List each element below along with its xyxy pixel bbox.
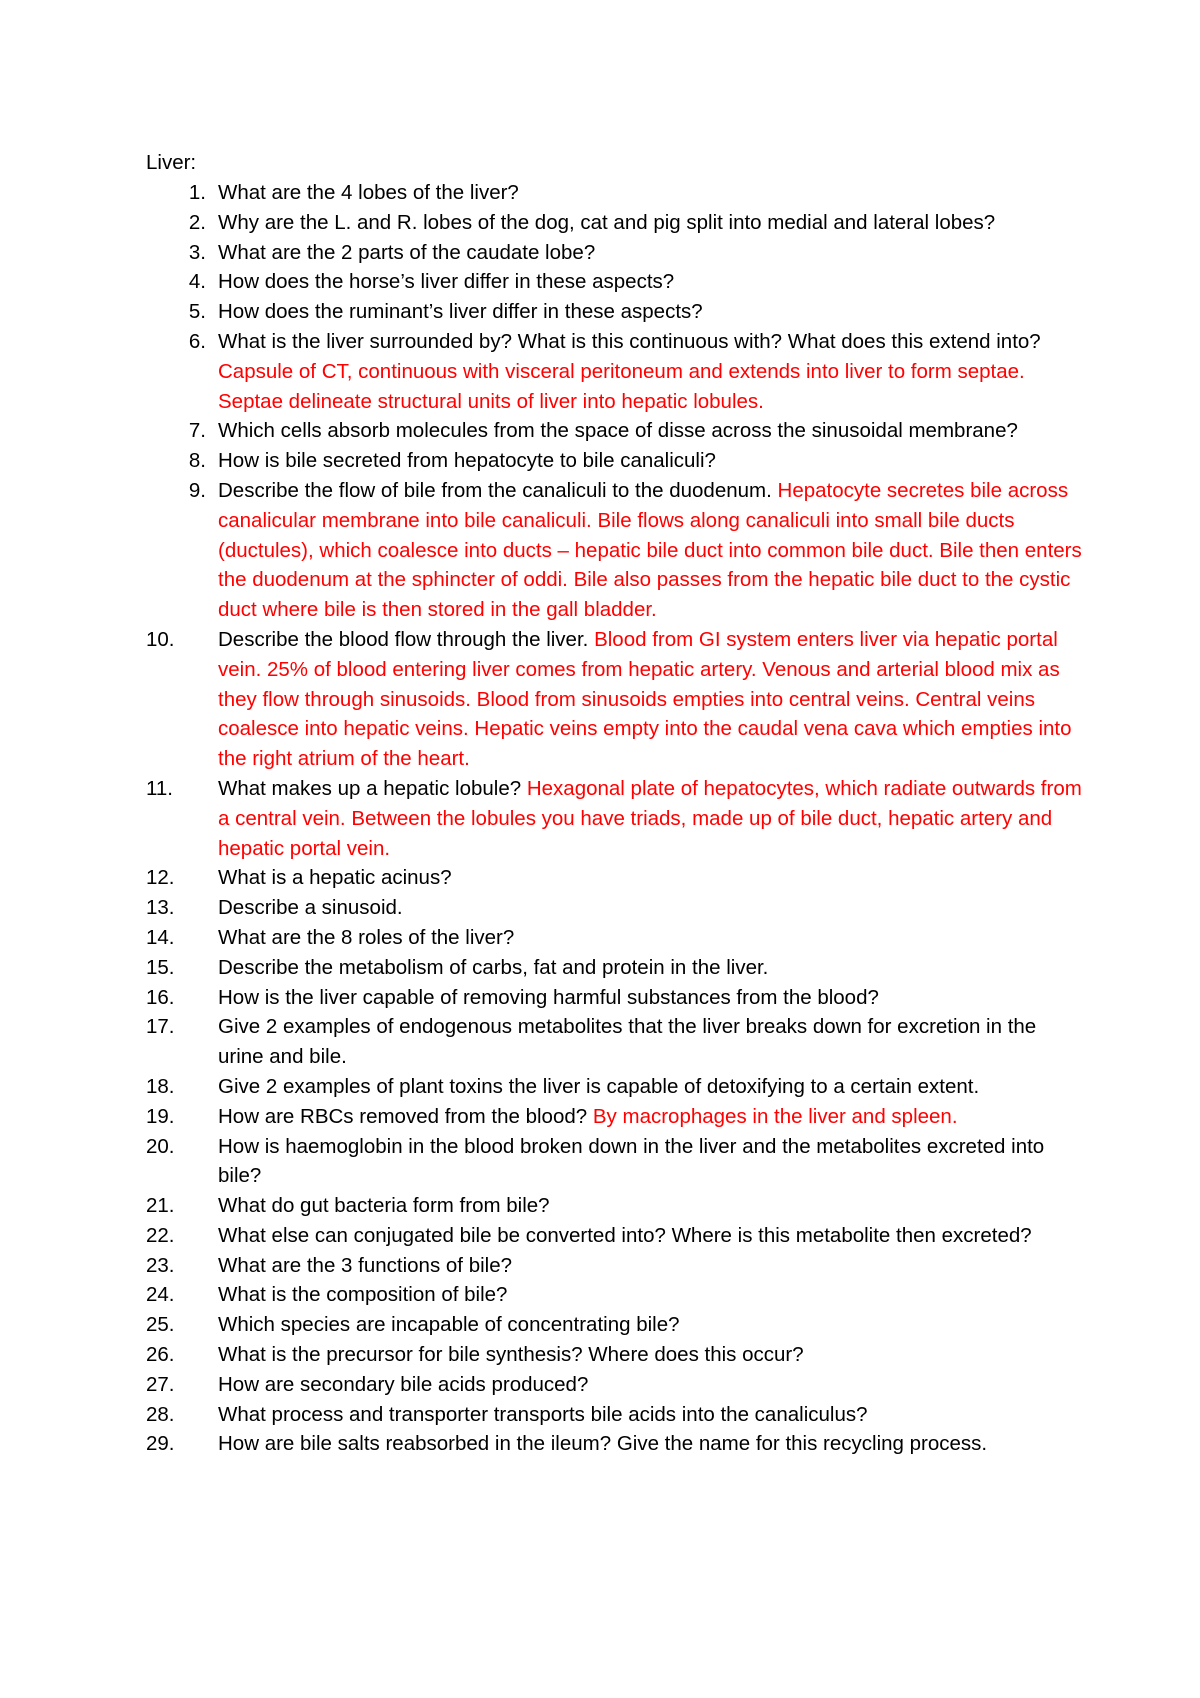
question-text: What are the 8 roles of the liver? bbox=[218, 925, 515, 949]
question-list bbox=[146, 178, 1086, 1459]
question-item bbox=[146, 476, 1086, 625]
question-number: 6. bbox=[188, 329, 206, 353]
question-item bbox=[146, 983, 1086, 1013]
question-item bbox=[146, 953, 1086, 983]
question-number: 8. bbox=[188, 449, 206, 473]
question-text: How does the ruminant’s liver differ in these aspects? bbox=[218, 300, 703, 324]
question-text: What are the 2 parts of the caudate lobe? bbox=[218, 240, 596, 264]
question-text: What is the composition of bile? bbox=[218, 1283, 508, 1307]
question-text: What are the 4 lobes of the liver? bbox=[218, 181, 519, 204]
question-item bbox=[146, 238, 1086, 268]
question-text: How are secondary bile acids produced? bbox=[218, 1372, 589, 1396]
question-item bbox=[146, 416, 1086, 446]
question-item bbox=[146, 178, 1086, 208]
question-item bbox=[146, 1072, 1086, 1102]
question-text: Describe the metabolism of carbs, fat and protein in the liver. bbox=[218, 955, 769, 979]
question-number: 18. bbox=[146, 1074, 175, 1098]
question-item bbox=[146, 774, 1086, 863]
question-number: 9. bbox=[188, 478, 206, 502]
question-text: Describe the flow of bile from the canaliculi to the duodenum. bbox=[218, 478, 772, 502]
question-text: How is haemoglobin in the blood broken down in the liver and the metabolites excreted into bile? bbox=[218, 1134, 1045, 1188]
question-number: 3. bbox=[188, 240, 206, 264]
question-text: Which species are incapable of concentrating bile? bbox=[218, 1313, 680, 1337]
question-item bbox=[146, 923, 1086, 953]
question-item bbox=[146, 1370, 1086, 1400]
question-item bbox=[146, 893, 1086, 923]
question-text: Describe a sinusoid. bbox=[218, 896, 403, 920]
question-number: 24. bbox=[146, 1283, 175, 1307]
question-text: How are RBCs removed from the blood? bbox=[218, 1104, 588, 1128]
question-text: Give 2 examples of endogenous metabolites that the liver breaks down for excretion in the urine and bile. bbox=[218, 1015, 1037, 1069]
question-number: 22. bbox=[146, 1223, 175, 1247]
answer-text: Hexagonal plate of hepatocytes, which radiate outwards from a central vein. Between the lobules you have triads, made up of bile duct, hepatic artery and hepatic portal vein. bbox=[218, 776, 1082, 860]
question-item bbox=[146, 267, 1086, 297]
question-text: How are bile salts reabsorbed in the ileum? Give the name for this recycling process. bbox=[218, 1432, 988, 1456]
question-item bbox=[146, 1102, 1086, 1132]
question-item bbox=[146, 1429, 1086, 1459]
question-text: Describe the blood flow through the liver. bbox=[218, 627, 589, 651]
question-number: 25. bbox=[146, 1313, 175, 1337]
question-number: 28. bbox=[146, 1402, 175, 1426]
question-number: 21. bbox=[146, 1194, 175, 1218]
question-number: 5. bbox=[188, 300, 206, 324]
document-title: Liver: bbox=[146, 151, 197, 174]
question-number: 11. bbox=[146, 776, 173, 800]
question-number: 12. bbox=[146, 866, 175, 890]
question-text: How does the horse’s liver differ in these aspects? bbox=[218, 270, 675, 294]
question-text: What are the 3 functions of bile? bbox=[218, 1253, 513, 1277]
question-item bbox=[146, 1280, 1086, 1310]
answer-text: Hepatocyte secretes bile across canalicular membrane into bile canaliculi. Bile flows along canaliculi into small bile ducts (ductules), which coalesce into ducts – hepatic bile duct into common bile duct. Bile then enters the duodenum at the sphincter of oddi. Bile also passes from the hepatic bile duct to the cystic duct where bile is then stored in the gall bladder. bbox=[218, 478, 1082, 622]
question-item bbox=[146, 625, 1086, 774]
question-item bbox=[146, 1221, 1086, 1251]
answer-text: Capsule of CT, continuous with visceral peritoneum and extends into liver to form septae. Septae delineate structural units of liver into hepatic lobules. bbox=[218, 359, 1025, 413]
question-item bbox=[146, 1340, 1086, 1370]
question-number: 27. bbox=[146, 1372, 175, 1396]
question-text: What process and transporter transports bile acids into the canaliculus? bbox=[218, 1402, 868, 1426]
question-text: What is the liver surrounded by? What is this continuous with? What does this extend into? bbox=[218, 329, 1041, 353]
question-item bbox=[146, 1012, 1086, 1072]
question-number: 7. bbox=[188, 419, 206, 443]
question-item bbox=[146, 1132, 1086, 1192]
question-text: Which cells absorb molecules from the space of disse across the sinusoidal membrane? bbox=[218, 419, 1018, 443]
answer-text: By macrophages in the liver and spleen. bbox=[592, 1104, 958, 1128]
question-number: 20. bbox=[146, 1134, 175, 1158]
question-item bbox=[146, 1191, 1086, 1221]
question-item bbox=[146, 208, 1086, 238]
question-text: How is bile secreted from hepatocyte to bile canaliculi? bbox=[218, 449, 716, 473]
question-text: What else can conjugated bile be converted into? Where is this metabolite then excreted? bbox=[218, 1223, 1032, 1247]
question-number: 10. bbox=[146, 627, 175, 651]
question-number: 16. bbox=[146, 985, 175, 1009]
question-number: 26. bbox=[146, 1343, 175, 1367]
question-text: What is the precursor for bile synthesis? Where does this occur? bbox=[218, 1343, 804, 1367]
question-text: What is a hepatic acinus? bbox=[218, 866, 452, 890]
question-number: 17. bbox=[146, 1015, 175, 1039]
question-number: 2. bbox=[188, 210, 206, 234]
question-number: 29. bbox=[146, 1432, 175, 1456]
question-number: 1. bbox=[188, 181, 206, 204]
question-item bbox=[146, 297, 1086, 327]
question-text: What do gut bacteria form from bile? bbox=[218, 1194, 550, 1218]
question-number: 4. bbox=[188, 270, 206, 294]
question-text: Give 2 examples of plant toxins the liver is capable of detoxifying to a certain extent. bbox=[218, 1074, 980, 1098]
question-text: How is the liver capable of removing harmful substances from the blood? bbox=[218, 985, 879, 1009]
question-text: Why are the L. and R. lobes of the dog, cat and pig split into medial and lateral lobes? bbox=[218, 210, 996, 234]
question-number: 13. bbox=[146, 896, 175, 920]
answer-text: Blood from GI system enters liver via hepatic portal vein. 25% of blood entering liver comes from hepatic artery. Venous and arterial blood mix as they flow through sinusoids. Blood from sinusoids empties into central veins. Central veins coalesce into hepatic veins. Hepatic veins empty into the caudal vena cava which empties into the right atrium of the heart. bbox=[218, 627, 1072, 771]
question-number: 14. bbox=[146, 925, 175, 949]
question-number: 23. bbox=[146, 1253, 175, 1277]
question-number: 15. bbox=[146, 955, 175, 979]
question-item bbox=[146, 1400, 1086, 1430]
question-number: 19. bbox=[146, 1104, 175, 1128]
question-item bbox=[146, 446, 1086, 476]
question-item bbox=[146, 1310, 1086, 1340]
question-item bbox=[146, 1251, 1086, 1281]
question-item bbox=[146, 327, 1086, 416]
question-text: What makes up a hepatic lobule? bbox=[218, 776, 522, 800]
question-item bbox=[146, 863, 1086, 893]
